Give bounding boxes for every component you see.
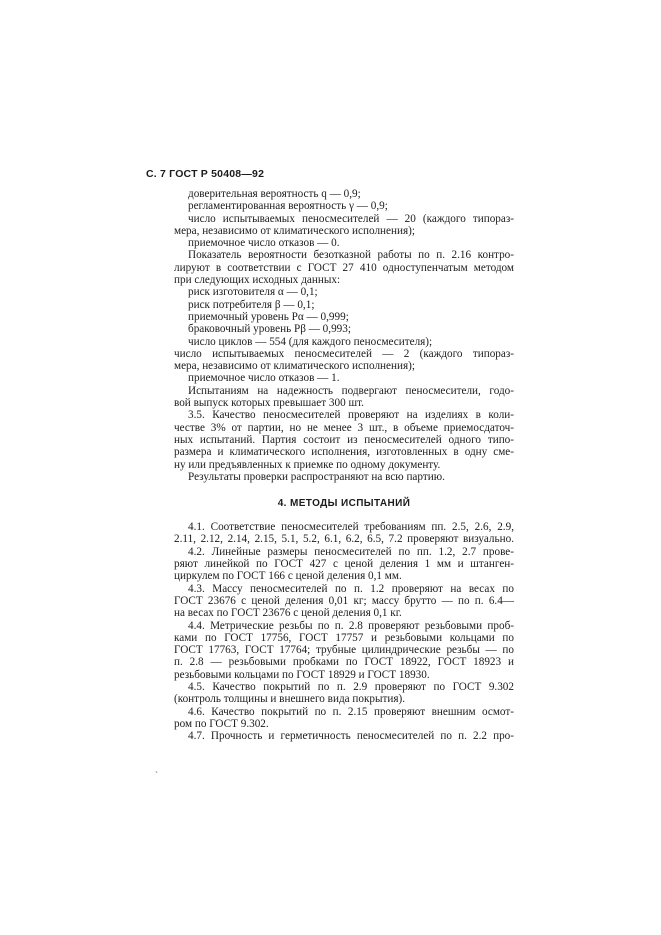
text-line: риск изготовителя α — 0,1; [188, 286, 318, 299]
text-line: ных испытаний. Партия состоит из пеносмесителей одного типо- [174, 433, 514, 446]
text-line: мера, независимо от климатического исполнения); [174, 360, 415, 373]
text-line: Результаты проверки распространяют на всю партию. [188, 470, 445, 483]
text-line: Показатель вероятности безотказной работы по п. 2.16 контро- [188, 249, 514, 262]
text-line: приемочное число отказов — 0. [188, 237, 340, 250]
section-title: 4. МЕТОДЫ ИСПЫТАНИЙ [277, 498, 411, 510]
text-line: 4.1. Соответствие пеносмесителей требованиям пп. 2.5, 2.6, 2.9, [188, 521, 514, 534]
text-line: 2.11, 2.12, 2.14, 2.15, 5.1, 5.2, 6.1, 6.2, 6.5, 7.2 проверяют визуально. [174, 533, 514, 546]
text-line: резьбовыми кольцами по ГОСТ 18929 и ГОСТ 18930. [174, 668, 430, 681]
text-line: браковочный уровень Pβ — 0,993; [188, 323, 351, 336]
text-line: доверительная вероятность q — 0,9; [188, 188, 361, 200]
document-body [174, 188, 514, 742]
text-line: число испытываемых пеносмесителей — 20 (каждого типораз- [188, 212, 514, 225]
text-line: 3.5. Качество пеносмесителей проверяют на изделиях в коли- [188, 409, 514, 422]
text-line: число испытываемых пеносмесителей — 2 (каждого типораз- [174, 347, 514, 360]
text-line: регламентированная вероятность γ — 0,9; [188, 200, 388, 213]
text-line: 4.6. Качество покрытий по п. 2.15 проверяют внешним осмот- [188, 705, 514, 718]
text-line: вой выпуск которых превышает 300 шт. [174, 397, 364, 410]
text-line: 4.4. Метрические резьбы по п. 2.8 проверяют резьбовыми проб- [188, 619, 514, 632]
text-line: 4.2. Линейные размеры пеносмесителей по пп. 1.2, 2.7 прове- [188, 545, 514, 558]
text-line: приемочное число отказов — 1. [188, 372, 340, 385]
text-line: честве 3% от партии, но не менее 3 шт., в объеме приемосдаточ- [174, 421, 514, 434]
text-line: на весах по ГОСТ 23676 с ценой деления 0,1 кг. [174, 607, 402, 620]
text-line: число циклов — 554 (для каждого пеносмесителя); [188, 335, 433, 348]
text-line: ром по ГОСТ 9.302. [174, 717, 269, 730]
text-line: ну или предъявленных к приемке по одному документу. [174, 458, 441, 471]
text-line: приемочный уровень Pα — 0,999; [188, 310, 349, 323]
text-line: ГОСТ 23676 с ценой деления 0,01 кг; массу брутто — по п. 6.4— [174, 594, 514, 607]
stray-mark: ` [155, 770, 158, 780]
text-line: Испытаниям на надежность подвергают пеносмесители, годо- [188, 384, 514, 397]
page-header: С. 7 ГОСТ Р 50408—92 [146, 168, 265, 180]
text-line: ГОСТ 17763, ГОСТ 17764; трубные цилиндрические резьбы — по [174, 644, 514, 657]
text-line: при следующих исходных данных: [174, 274, 341, 287]
text-line: мера, независимо от климатического исполнения); [174, 224, 415, 237]
text-line: п. 2.8 — резьбовыми пробками по ГОСТ 18922, ГОСТ 18923 и [174, 656, 514, 669]
text-line: риск потребителя β — 0,1; [188, 298, 315, 311]
text-line: ками по ГОСТ 17756, ГОСТ 17757 и резьбовыми кольцами по [174, 631, 514, 644]
text-line: лируют в соответствии с ГОСТ 27 410 одноступенчатым методом [174, 261, 514, 274]
text-line: размера и климатического исполнения, изготовленных в одну сме- [174, 446, 514, 459]
text-line: 4.3. Массу пеносмесителей по п. 1.2 проверяют на весах по [188, 582, 514, 595]
text-line: (контроль толщины и внешнего вида покрытия). [174, 693, 406, 706]
text-line: ряют линейкой по ГОСТ 427 с ценой деления 1 мм и штанген- [174, 558, 514, 571]
text-line: циркулем по ГОСТ 166 с ценой деления 0,1 мм. [174, 570, 402, 583]
text-line: 4.7. Прочность и герметичность пеносмесителей по п. 2.2 про- [188, 730, 514, 743]
text-line: 4.5. Качество покрытий по п. 2.9 проверяют по ГОСТ 9.302 [188, 680, 514, 693]
